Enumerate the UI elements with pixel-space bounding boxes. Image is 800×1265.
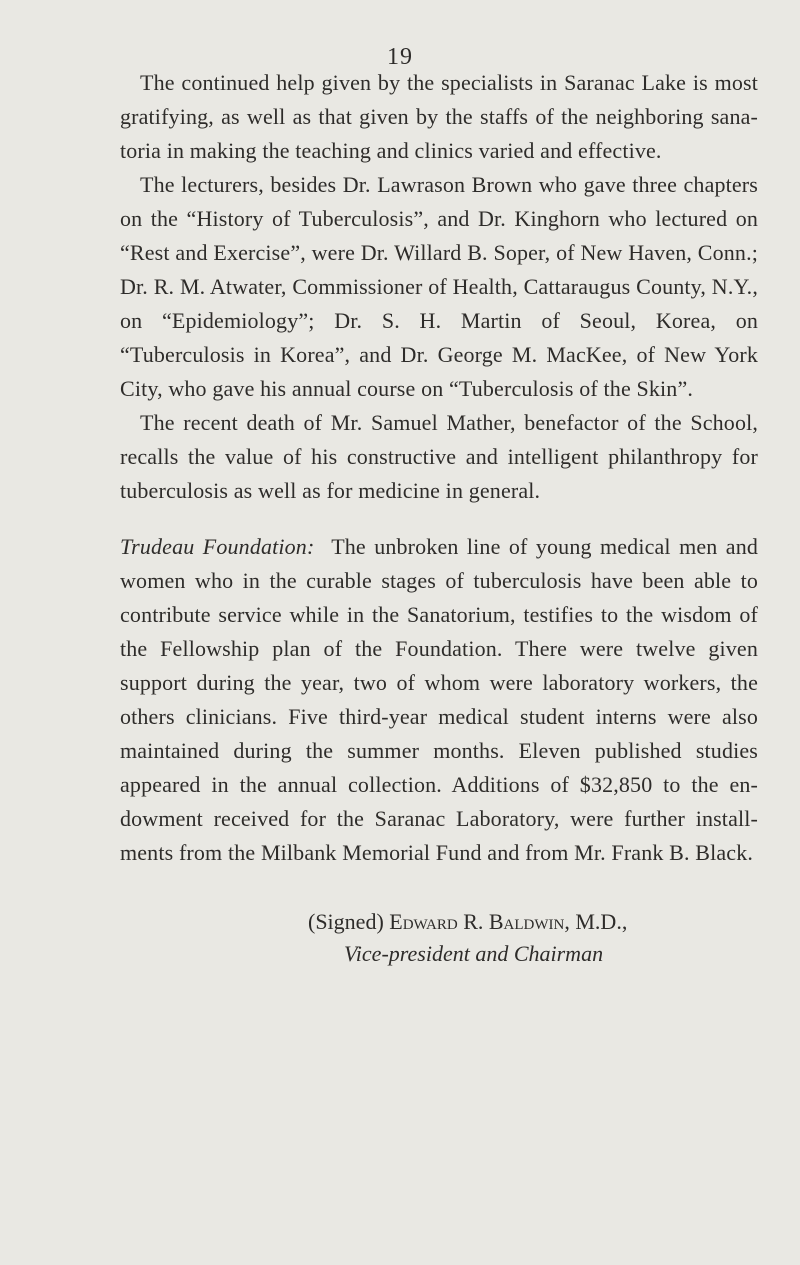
signature-block (120, 906, 758, 970)
paragraph-mather: The recent death of Mr. Samuel Mather, benefactor of the School, recalls the value of his constructive and intelligent philanthropy for tuberculosis as well as for medicine in general. (120, 410, 758, 503)
section-heading-trudeau: Trudeau Foundation: (120, 534, 315, 559)
trudeau-body-text: The unbroken line of young medical men and women who in the curable stages of tuberculosis have been able to contribute service while in the Sanatorium, testifies to the wisdom of the Fellowship plan of the Foundation. There were twelve given support during the year, two of whom were laboratory workers, the others clinicians. Five third-year medical student interns were also maintained during the summer months. Eleven published studies appeared in the annual collection. Additions of $32,850 to the en- dowment received for the Saranac Laboratory, were further install- ments from the Milbank Memorial Fund and from Mr. Frank B. Black. (120, 534, 758, 865)
signed-label: (Signed) (308, 909, 384, 934)
signature-line: (Signed) Edward R. Baldwin, M.D., (308, 909, 628, 934)
paragraph-trudeau-foundation (120, 530, 758, 870)
paragraph-specialists: The continued help given by the specialists in Saranac Lake is most gratifying, as well as that given by the staffs of the neighboring sana- toria in making the teaching and clinics varied and effective. (120, 70, 758, 163)
signatory-degree: M.D., (575, 909, 628, 934)
signatory-name: Edward R. Baldwin (389, 909, 565, 934)
paragraph-lecturers: The lecturers, besides Dr. Lawrason Brown who gave three chapters on the “History of Tuberculosis”, and Dr. Kinghorn who lectured on “Rest and Exercise”, were Dr. Willard B. Soper, of New Haven, Conn.; Dr. R. M. Atwater, Commissioner of Health, Cattaraugus County, N.Y., on “Epidemiology”; Dr. S. H. Martin of Seoul, Korea, on “Tuberculosis in Korea”, and Dr. George M. MacKee, of New York City, who gave his annual course on “Tuberculosis of the Skin”. (120, 172, 758, 401)
signatory-role: Vice-president and Chairman (344, 941, 604, 966)
page-number: 19 (387, 44, 413, 70)
